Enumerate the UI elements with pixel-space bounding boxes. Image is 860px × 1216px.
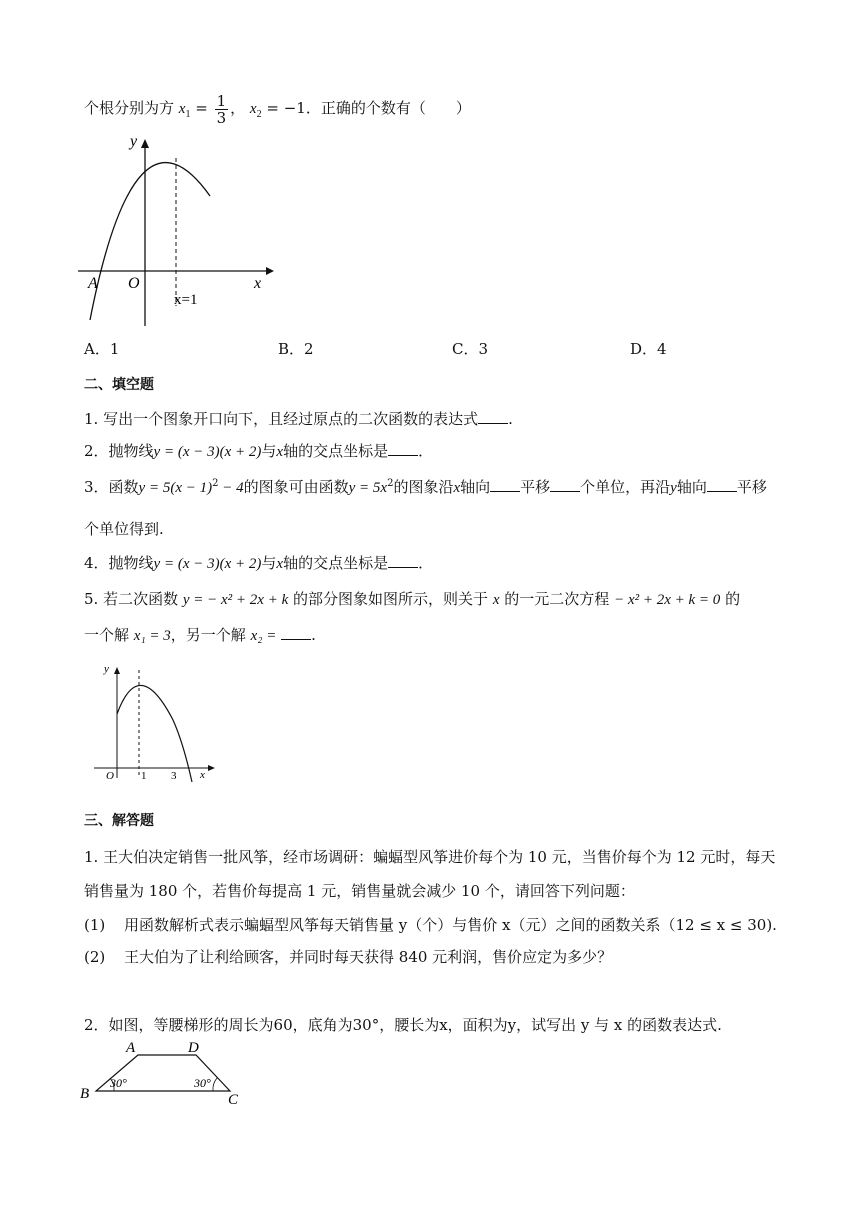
y-axis-arrow-icon [141, 139, 149, 148]
parabola-figure-2 [88, 660, 220, 784]
fill-q2: 2．抛物线y = (x − 3)(x + 2)与x轴的交点坐标是 ． [84, 442, 434, 460]
x1-label: $x_1$ [178, 101, 191, 120]
choice-c[interactable]: C．3 [452, 340, 489, 358]
symmetry-axis-label: x=1 [174, 292, 198, 308]
origin-label: O [106, 770, 114, 782]
vertex-b-label: B [80, 1086, 90, 1102]
point-a-label: A [88, 275, 98, 292]
vertex-a-label: A [126, 1040, 136, 1056]
answer-blank[interactable] [478, 409, 508, 424]
y-axis-label: y [104, 663, 109, 675]
vertex-d-label: D [188, 1040, 199, 1056]
choice-d[interactable]: D．4 [630, 340, 667, 358]
fill-q1: 1. 写出一个图象开口向下，且经过原点的二次函数的表达式 . [84, 410, 513, 428]
vertex-c-label: C [228, 1092, 239, 1108]
tick-label-3: 3 [171, 770, 177, 782]
x-axis-arrow-icon [266, 267, 274, 275]
solve-p1-sub2: (2) 王大伯为了让利给顾客，并同时每天获得 840 元利润，售价应定为多少？ [84, 948, 613, 966]
tail-text: ．正确的个数有（ ） [305, 99, 471, 117]
answer-blank[interactable] [388, 553, 418, 568]
choice-b[interactable]: B．2 [278, 340, 314, 358]
fill-q5-line2: 一个解 x₁ = 3，另一个解 x₂ = . [84, 626, 316, 644]
x2-label: $x_2$ [249, 101, 262, 120]
section-fill-title: 二、填空题 [84, 377, 154, 393]
section-solve-title: 三、解答题 [84, 813, 154, 829]
x-axis-label: x [200, 769, 205, 781]
angle-arc-right [213, 1078, 217, 1091]
x2-value: = −1 [261, 99, 306, 117]
trapezoid-figure [76, 1038, 246, 1108]
fill-q5: 5. 若二次函数 y = − x² + 2x + k 的部分图象如图所示，则关于 x 的一元二次方程 − x² + 2x + k = 0 的 [84, 590, 741, 608]
sub-number: (2) [84, 948, 106, 966]
question-tail-line [84, 88, 471, 128]
fill-q3: 3．函数$y = 5(x - 1)^2 - 4$的图象可由函数$y = 5x^2$的图象沿x轴向 平移 个单位，再沿y轴向 平移 [84, 478, 767, 496]
solve-p1-sub1: (1) 用函数解析式表示蝙蝠型风筝每天销售量 y（个）与售价 x（元）之间的函数关系（12 ≤ x ≤ 30). [84, 916, 777, 934]
lead-text: 个根分别为方 [84, 99, 175, 117]
separator: ， [230, 99, 246, 117]
fill-q3-line2: 个单位得到. [84, 520, 164, 538]
solve-p1-line1: 1. 王大伯决定销售一批风筝，经市场调研：蝙蝠型风筝进价每个为 10 元，当售价每个为 12 元时，每天 [84, 848, 776, 866]
angle-left-label: 30° [110, 1076, 127, 1090]
fill-q4: 4．抛物线y = (x − 3)(x + 2)与x轴的交点坐标是 ． [84, 554, 434, 572]
answer-blank[interactable] [490, 477, 520, 492]
answer-blank[interactable] [707, 477, 737, 492]
y-axis-label: y [130, 133, 138, 150]
eq-sign: = [190, 99, 213, 117]
x-axis-arrow-icon [208, 765, 215, 771]
answer-blank[interactable] [550, 477, 580, 492]
fraction: $\frac{1}{3}$ [216, 91, 227, 127]
answer-blank[interactable] [281, 625, 311, 640]
parabola-figure-1 [78, 130, 278, 330]
x-axis-label: x [254, 275, 262, 292]
tick-label-1: 1 [141, 770, 147, 782]
angle-right-label: 30° [194, 1076, 211, 1090]
answer-blank[interactable] [388, 441, 418, 456]
solve-p1-line2: 销售量为 180 个，若售价每提高 1 元，销售量就会减少 10 个，请回答下列问题： [84, 882, 635, 900]
origin-label: O [128, 275, 140, 292]
sub-number: (1) [84, 916, 106, 934]
solve-p2: 2．如图，等腰梯形的周长为60，底角为30°，腰长为x，面积为y，试写出 y 与 x 的函数表达式. [84, 1016, 722, 1034]
y-axis-arrow-icon [114, 667, 120, 674]
choice-a[interactable]: A．1 [84, 340, 120, 358]
